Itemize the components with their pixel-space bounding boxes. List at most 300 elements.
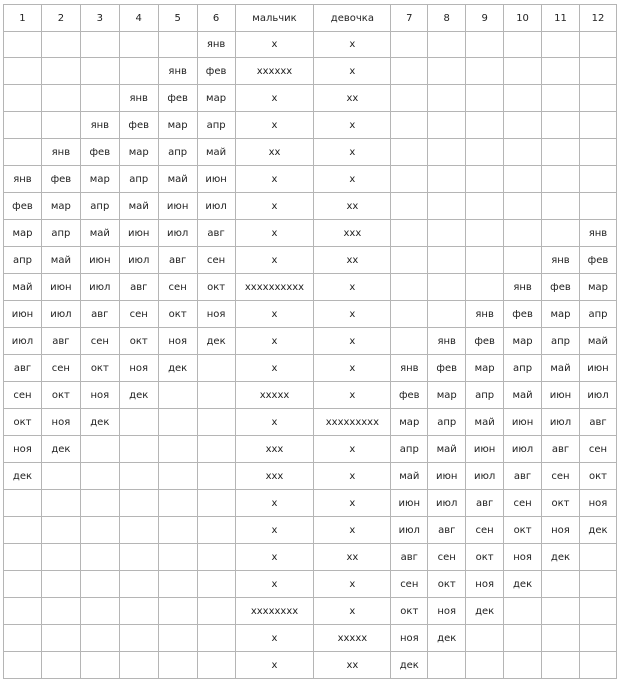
table-cell: июн [504,409,542,436]
table-cell: авг [4,355,42,382]
table-cell [504,58,542,85]
table-cell [80,598,119,625]
table-cell: мар [579,274,616,301]
table-cell [466,85,504,112]
table-cell: апр [197,112,235,139]
table-cell [428,247,466,274]
table-cell: июл [504,436,542,463]
table-cell [119,32,158,58]
table-cell: дек [119,382,158,409]
table-cell: x [235,517,314,544]
table-cell: мар [4,220,42,247]
table-cell [466,247,504,274]
table-cell [542,139,580,166]
table-cell: апр [119,166,158,193]
table-cell: янв [80,112,119,139]
table-cell: мар [80,166,119,193]
table-cell: май [80,220,119,247]
table-cell: x [235,355,314,382]
table-cell [579,112,616,139]
table-cell [80,463,119,490]
table-cell: янв [428,328,466,355]
table-cell: окт [119,328,158,355]
table-cell [391,274,428,301]
table-cell: мар [542,301,580,328]
table-cell: янв [119,85,158,112]
table-cell [466,166,504,193]
table-cell [197,544,235,571]
table-cell: июл [197,193,235,220]
table-cell [579,166,616,193]
column-header: 9 [466,5,504,32]
table-cell: окт [579,463,616,490]
table-cell [391,85,428,112]
table-cell [466,220,504,247]
table-cell: авг [542,436,580,463]
table-cell [579,598,616,625]
table-row [4,85,617,112]
table-cell [391,112,428,139]
table-cell: июл [391,517,428,544]
table-cell: ноя [4,436,42,463]
table-cell [391,220,428,247]
table-cell: май [197,139,235,166]
table-cell: июн [542,382,580,409]
table-cell: окт [391,598,428,625]
table-cell [80,625,119,652]
table-row [4,625,617,652]
table-cell [80,85,119,112]
table-row [4,247,617,274]
table-cell: сен [466,517,504,544]
table-cell: x [235,166,314,193]
table-cell [41,112,80,139]
table-row [4,436,617,463]
table-cell [80,32,119,58]
table-cell [158,382,197,409]
header-row [4,5,617,32]
table-row [4,166,617,193]
table-row [4,328,617,355]
table-cell: фев [158,85,197,112]
table-cell [542,193,580,220]
table-cell: мар [391,409,428,436]
table-cell [4,544,42,571]
table-cell: мар [158,112,197,139]
column-header: 1 [4,5,42,32]
table-cell [579,625,616,652]
table-cell [391,58,428,85]
table-cell: окт [41,382,80,409]
table-cell: x [235,490,314,517]
table-cell: дек [80,409,119,436]
table-cell: апр [428,409,466,436]
table-cell: xxxxx [235,382,314,409]
column-header: девочка [314,5,391,32]
table-cell [391,193,428,220]
table-cell: сен [197,247,235,274]
table-cell: май [158,166,197,193]
table-row [4,355,617,382]
table-cell [41,652,80,679]
table-cell [158,652,197,679]
table-cell [119,652,158,679]
table-cell [542,58,580,85]
table-cell: апр [542,328,580,355]
table-cell: x [314,463,391,490]
table-cell: сен [80,328,119,355]
table-cell: окт [4,409,42,436]
table-cell: июл [428,490,466,517]
table-cell [119,436,158,463]
table-cell: x [235,247,314,274]
table-cell [466,32,504,58]
table-cell: ноя [542,517,580,544]
table-cell: авг [197,220,235,247]
table-row [4,32,617,58]
table-cell [119,517,158,544]
table-row [4,544,617,571]
table-cell: июл [579,382,616,409]
table-row [4,463,617,490]
table-cell: янв [4,166,42,193]
column-header: 3 [80,5,119,32]
table-cell [158,490,197,517]
table-cell: x [235,328,314,355]
table-cell [197,571,235,598]
table-cell [391,328,428,355]
table-row [4,301,617,328]
table-cell: авг [119,274,158,301]
table-cell [80,517,119,544]
table-cell: xx [314,193,391,220]
table-cell: май [119,193,158,220]
table-cell [4,571,42,598]
column-header: 7 [391,5,428,32]
table-cell [504,112,542,139]
table-row [4,112,617,139]
table-cell [542,166,580,193]
month-grid-table [3,4,617,679]
table-cell [80,652,119,679]
table-cell [542,85,580,112]
table-cell: сен [41,355,80,382]
table-cell: фев [466,328,504,355]
table-cell [504,193,542,220]
table-cell [391,247,428,274]
table-cell: xxxxxxxxxx [235,274,314,301]
table-row [4,409,617,436]
table-cell [428,274,466,301]
table-cell [4,85,42,112]
table-cell: фев [579,247,616,274]
table-cell [119,490,158,517]
table-row [4,517,617,544]
table-cell [428,58,466,85]
table-cell: x [235,193,314,220]
table-cell: x [314,32,391,58]
table-cell [579,139,616,166]
table-cell: x [314,139,391,166]
table-cell: ноя [158,328,197,355]
table-cell: xx [314,247,391,274]
table-cell: xxxxxxxx [235,598,314,625]
column-header: 4 [119,5,158,32]
column-header: 5 [158,5,197,32]
table-cell: дек [197,328,235,355]
table-cell: ноя [579,490,616,517]
table-cell [428,32,466,58]
table-cell [41,517,80,544]
table-cell: май [579,328,616,355]
table-cell: май [41,247,80,274]
table-cell: сен [579,436,616,463]
table-cell: авг [391,544,428,571]
table-cell: x [314,112,391,139]
column-header: 12 [579,5,616,32]
table-cell: дек [504,571,542,598]
column-header: мальчик [235,5,314,32]
table-cell: xxxxx [314,625,391,652]
table-cell [4,490,42,517]
table-cell: июл [41,301,80,328]
table-cell: авг [80,301,119,328]
table-body [4,32,617,679]
table-cell: апр [41,220,80,247]
table-cell [428,220,466,247]
table-cell: x [235,409,314,436]
table-cell [197,652,235,679]
table-cell [542,652,580,679]
table-cell [579,85,616,112]
table-cell [158,625,197,652]
table-cell [158,32,197,58]
table-cell [158,409,197,436]
table-cell [504,85,542,112]
table-cell [197,463,235,490]
table-cell [119,463,158,490]
table-cell [428,193,466,220]
table-cell: окт [428,571,466,598]
table-cell [41,598,80,625]
table-cell: авг [504,463,542,490]
table-cell: май [504,382,542,409]
table-cell: июн [80,247,119,274]
table-cell: июн [197,166,235,193]
table-cell [158,571,197,598]
table-row [4,139,617,166]
table-cell: июн [41,274,80,301]
table-cell: янв [504,274,542,301]
table-cell: авг [428,517,466,544]
table-cell: ноя [80,382,119,409]
table-cell [466,58,504,85]
table-cell: x [314,166,391,193]
table-cell [4,112,42,139]
table-cell [197,625,235,652]
table-cell: янв [158,58,197,85]
table-cell [4,58,42,85]
table-cell [4,625,42,652]
table-row [4,652,617,679]
table-cell: мар [197,85,235,112]
column-header: 2 [41,5,80,32]
table-cell: ноя [504,544,542,571]
table-cell [4,517,42,544]
table-cell [197,355,235,382]
table-cell: x [314,355,391,382]
table-cell: авг [579,409,616,436]
table-cell: июн [428,463,466,490]
table-cell: июл [158,220,197,247]
table-cell: июл [119,247,158,274]
table-cell [542,32,580,58]
table-cell: xx [314,85,391,112]
table-cell: фев [80,139,119,166]
table-cell [542,625,580,652]
table-cell: окт [80,355,119,382]
table-cell: x [314,301,391,328]
table-cell: фев [428,355,466,382]
table-cell [466,139,504,166]
table-cell: сен [119,301,158,328]
table-row [4,220,617,247]
table-cell: x [235,544,314,571]
table-cell: авг [466,490,504,517]
table-cell [80,571,119,598]
table-cell [542,571,580,598]
table-cell [466,625,504,652]
table-cell: ноя [41,409,80,436]
table-cell: xxx [235,436,314,463]
table-cell: сен [391,571,428,598]
table-cell [466,193,504,220]
table-cell [4,32,42,58]
table-cell [428,85,466,112]
table-row [4,274,617,301]
table-cell: апр [466,382,504,409]
table-cell [504,139,542,166]
table-cell [41,32,80,58]
table-cell: мар [466,355,504,382]
table-cell: янв [542,247,580,274]
table-cell [41,58,80,85]
table-cell: xxxxxxxxx [314,409,391,436]
table-cell: x [314,571,391,598]
table-cell: сен [542,463,580,490]
table-cell: x [235,571,314,598]
table-cell [158,517,197,544]
table-cell: дек [41,436,80,463]
table-cell: мар [428,382,466,409]
table-cell: дек [391,652,428,679]
table-cell: x [314,598,391,625]
table-cell [197,382,235,409]
table-cell [158,544,197,571]
table-cell: окт [466,544,504,571]
table-cell: май [542,355,580,382]
table-cell [158,598,197,625]
table-cell: апр [504,355,542,382]
table-cell [119,409,158,436]
table-cell [504,652,542,679]
table-cell [41,85,80,112]
table-cell: июн [4,301,42,328]
table-cell: июл [4,328,42,355]
column-header: 11 [542,5,580,32]
table-cell [579,193,616,220]
table-cell [41,625,80,652]
table-cell [579,544,616,571]
table-cell: окт [158,301,197,328]
table-row [4,490,617,517]
table-cell: июн [119,220,158,247]
table-cell [41,463,80,490]
table-cell: июн [158,193,197,220]
table-cell: xxx [314,220,391,247]
table-cell [466,652,504,679]
table-cell: дек [579,517,616,544]
table-cell [80,544,119,571]
table-cell [504,625,542,652]
table-cell: окт [197,274,235,301]
table-container [3,4,617,679]
table-cell: ноя [466,571,504,598]
table-cell [504,32,542,58]
table-cell [4,598,42,625]
table-cell: сен [504,490,542,517]
table-cell: x [314,490,391,517]
table-cell: x [235,301,314,328]
table-cell: x [314,328,391,355]
table-cell [4,139,42,166]
table-cell [391,139,428,166]
table-cell: фев [41,166,80,193]
table-cell: мар [41,193,80,220]
table-cell: x [314,382,391,409]
table-cell: xxxxxx [235,58,314,85]
column-header: 8 [428,5,466,32]
table-cell: x [235,85,314,112]
table-cell: x [314,517,391,544]
table-cell: дек [4,463,42,490]
table-cell [80,490,119,517]
table-cell: дек [542,544,580,571]
table-row [4,571,617,598]
table-cell [579,32,616,58]
table-cell: x [235,652,314,679]
table-cell: ноя [119,355,158,382]
table-cell [391,32,428,58]
table-cell: авг [158,247,197,274]
table-cell: янв [579,220,616,247]
table-cell [197,517,235,544]
table-cell: июн [391,490,428,517]
table-cell: апр [579,301,616,328]
table-cell: x [314,58,391,85]
table-cell: июн [466,436,504,463]
table-cell [41,571,80,598]
table-cell: авг [41,328,80,355]
table-cell: ноя [428,598,466,625]
table-cell [504,166,542,193]
table-cell: янв [466,301,504,328]
table-cell: апр [158,139,197,166]
table-cell: окт [542,490,580,517]
table-cell: окт [504,517,542,544]
table-cell [391,166,428,193]
table-cell [579,58,616,85]
